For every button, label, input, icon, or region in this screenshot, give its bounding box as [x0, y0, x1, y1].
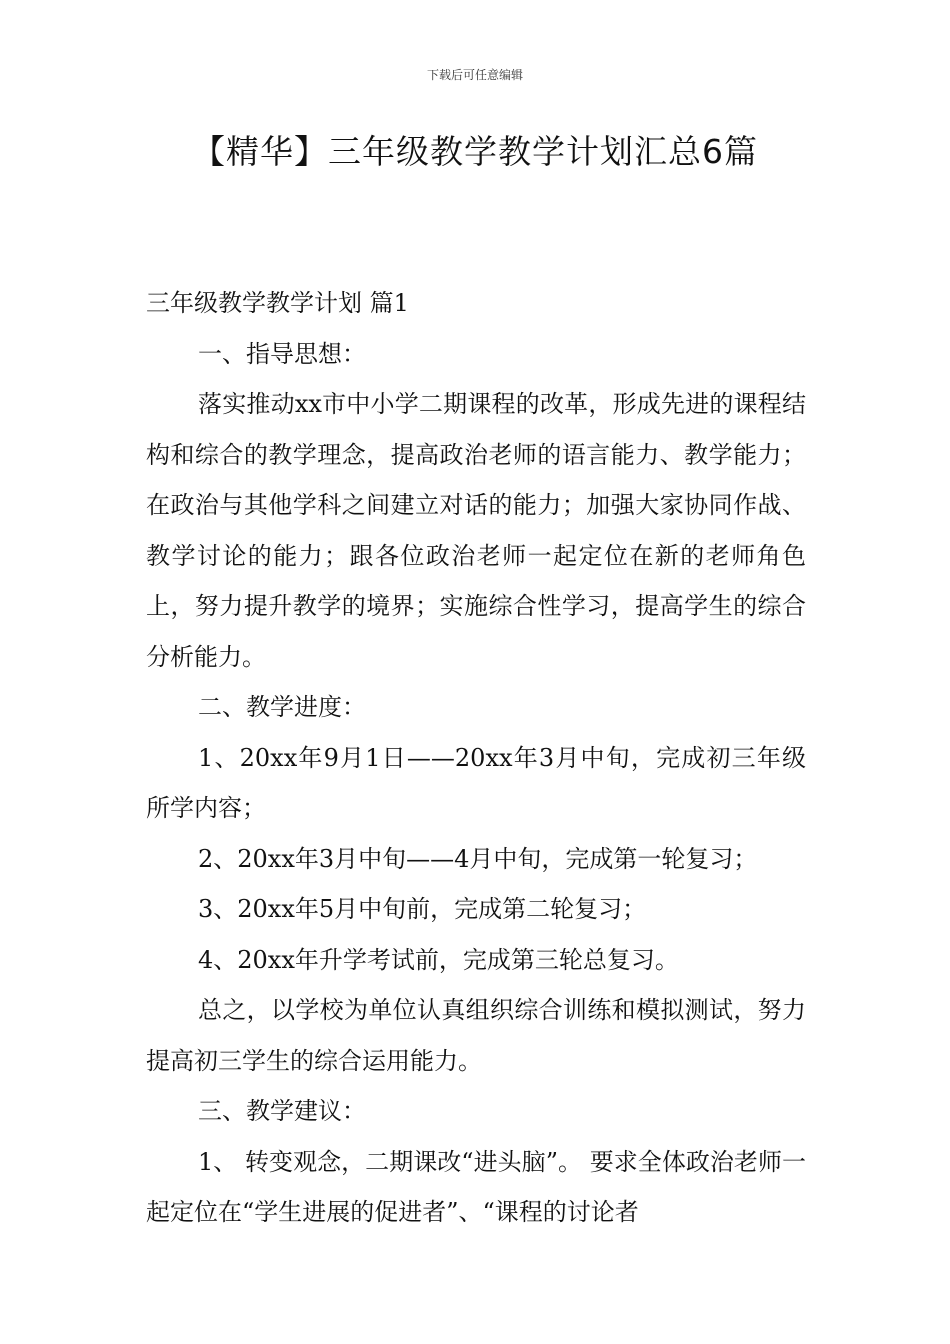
- document-body: [146, 278, 806, 1238]
- paragraph-guiding-heading: 一、指导思想：: [198, 339, 366, 368]
- paragraph-progress-heading: 二、教学进度：: [198, 693, 366, 721]
- paragraph-progress-item-2: 2、20xx年3月中旬——4月中旬，完成第一轮复习；: [198, 844, 758, 873]
- paragraph-summary: 总之，以学校为单位认真组织综合训练和模拟测试，努力提高初三学生的综合运用能力。: [146, 996, 806, 1075]
- header-note: 下载后可任意编辑: [426, 68, 523, 82]
- paragraph-guiding-text: 落实推动xx市中小学二期课程的改革，形成先进的课程结构和综合的教学理念，提高政治老师的语言能力、教学能力；在政治与其他学科之间建立对话的能力；加强大家协同作战、教学讨论的能力；跟各位政治老师一起定位在新的老师角色上，努力提升教学的境界；实施综合性学习，提高学生的综合分析能力。: [146, 390, 806, 671]
- paragraph-progress-item-4: 4、20xx年升学考试前，完成第三轮总复习。: [198, 945, 679, 974]
- section-heading: 三年级教学教学计划 篇1: [146, 289, 409, 317]
- paragraph-suggestion-heading: 三、教学建议：: [198, 1097, 366, 1125]
- paragraph-progress-item-1: 1、20xx年9月1日——20xx年3月中旬，完成初三年级所学内容；: [146, 743, 806, 822]
- paragraph-suggestion-item-1: 1、 转变观念，二期课改“进头脑”。 要求全体政治老师一起定位在“学生进展的促进者”、“课程的讨论者: [146, 1147, 806, 1226]
- paragraph-progress-item-3: 3、20xx年5月中旬前，完成第二轮复习；: [198, 895, 647, 923]
- document-title: 【精华】三年级教学教学计划汇总6篇: [192, 132, 758, 171]
